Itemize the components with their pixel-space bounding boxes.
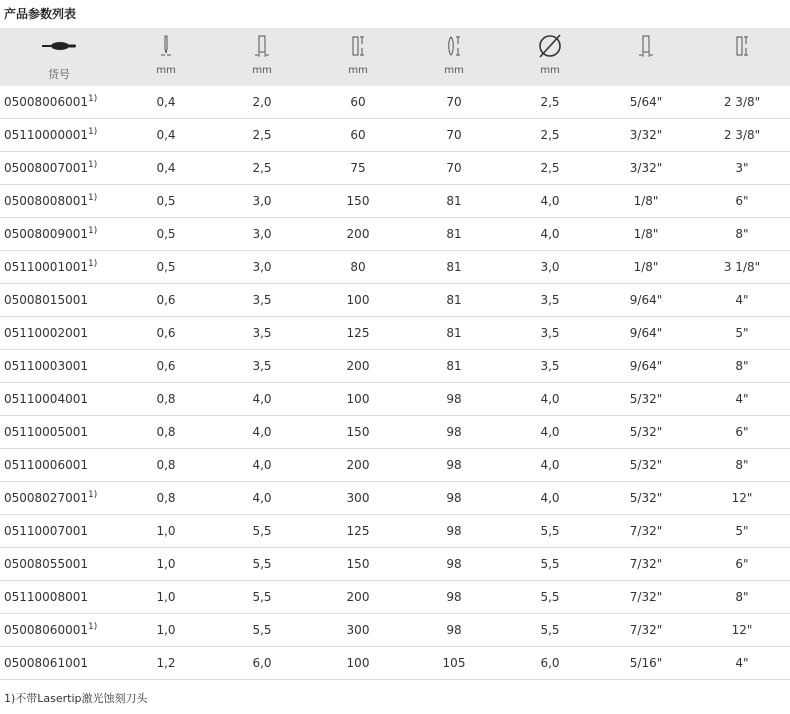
table-row [0, 86, 790, 119]
table-row [0, 548, 790, 581]
value-cell: 2,0 [214, 86, 310, 119]
value-cell: 70 [406, 86, 502, 119]
product-code: 05008008001 [4, 194, 88, 208]
product-code: 05110005001 [4, 425, 88, 439]
header-unit: mm [252, 65, 272, 76]
value-cell: 7/32" [598, 614, 694, 647]
footnote-marker: 1) [87, 160, 98, 170]
product-code-cell [0, 581, 118, 614]
value-cell: 200 [310, 449, 406, 482]
product-code-cell [0, 614, 118, 647]
value-cell: 0,5 [118, 185, 214, 218]
product-code: 05110008001 [4, 590, 88, 604]
value-cell: 7/32" [598, 548, 694, 581]
value-cell: 5/16" [598, 647, 694, 680]
value-cell: 81 [406, 185, 502, 218]
value-cell: 4" [694, 383, 790, 416]
footnote-marker: 1) [87, 490, 98, 500]
value-cell: 2 3/8" [694, 119, 790, 152]
value-cell: 5,5 [502, 548, 598, 581]
value-cell: 98 [406, 449, 502, 482]
value-cell: 9/64" [598, 317, 694, 350]
value-cell: 5,5 [502, 581, 598, 614]
value-cell: 8" [694, 350, 790, 383]
value-cell: 4,0 [502, 383, 598, 416]
product-code: 05008027001 [4, 491, 88, 505]
value-cell: 3/32" [598, 119, 694, 152]
header-unit: mm [444, 65, 464, 76]
screwdriver-icon [0, 34, 118, 58]
value-cell: 200 [310, 581, 406, 614]
handle-length-icon [406, 34, 502, 58]
product-code-cell [0, 284, 118, 317]
value-cell: 81 [406, 251, 502, 284]
value-cell: 2,5 [214, 119, 310, 152]
value-cell: 1,0 [118, 548, 214, 581]
value-cell: 81 [406, 317, 502, 350]
value-cell: 98 [406, 515, 502, 548]
value-cell: 7/32" [598, 581, 694, 614]
value-cell: 150 [310, 185, 406, 218]
value-cell: 12" [694, 482, 790, 515]
value-cell: 3,5 [502, 284, 598, 317]
table-header-row [0, 28, 790, 86]
value-cell: 6" [694, 416, 790, 449]
value-cell: 98 [406, 482, 502, 515]
value-cell: 3/32" [598, 152, 694, 185]
value-cell: 5/32" [598, 383, 694, 416]
header-diameter [502, 28, 598, 86]
blade-width-icon [214, 34, 310, 58]
header-blade-width-inch [598, 28, 694, 86]
table-row [0, 416, 790, 449]
value-cell: 0,4 [118, 86, 214, 119]
diameter-icon [502, 34, 598, 58]
value-cell: 2,5 [214, 152, 310, 185]
value-cell: 5" [694, 515, 790, 548]
table-row [0, 350, 790, 383]
value-cell: 3,5 [214, 317, 310, 350]
value-cell: 98 [406, 416, 502, 449]
value-cell: 3,0 [214, 185, 310, 218]
product-code-cell [0, 317, 118, 350]
parameter-table [0, 28, 790, 680]
value-cell: 4,0 [214, 416, 310, 449]
product-code-cell [0, 482, 118, 515]
value-cell: 0,6 [118, 284, 214, 317]
value-cell: 105 [406, 647, 502, 680]
value-cell: 1,0 [118, 581, 214, 614]
value-cell: 8" [694, 581, 790, 614]
value-cell: 0,6 [118, 350, 214, 383]
value-cell: 4" [694, 284, 790, 317]
value-cell: 2 3/8" [694, 86, 790, 119]
product-code-cell [0, 152, 118, 185]
table-body [0, 86, 790, 680]
value-cell: 8" [694, 449, 790, 482]
value-cell: 0,8 [118, 449, 214, 482]
product-code: 05110002001 [4, 326, 88, 340]
header-unit: mm [156, 65, 176, 76]
footnote-marker: 1) [87, 94, 98, 104]
product-code: 05110006001 [4, 458, 88, 472]
product-code-cell [0, 383, 118, 416]
value-cell: 98 [406, 383, 502, 416]
value-cell: 75 [310, 152, 406, 185]
value-cell: 12" [694, 614, 790, 647]
value-cell: 81 [406, 284, 502, 317]
footnote-marker: 1) [87, 226, 98, 236]
value-cell: 100 [310, 383, 406, 416]
value-cell: 5" [694, 317, 790, 350]
table-row [0, 284, 790, 317]
product-code: 05008009001 [4, 227, 88, 241]
value-cell: 5,5 [214, 548, 310, 581]
value-cell: 9/64" [598, 350, 694, 383]
value-cell: 150 [310, 548, 406, 581]
value-cell: 1/8" [598, 251, 694, 284]
product-code-cell [0, 86, 118, 119]
product-code: 05110001001 [4, 260, 88, 274]
value-cell: 5/64" [598, 86, 694, 119]
product-code: 05008061001 [4, 656, 88, 670]
value-cell: 1,0 [118, 515, 214, 548]
product-code-cell [0, 416, 118, 449]
table-row [0, 383, 790, 416]
product-code-cell [0, 251, 118, 284]
value-cell: 3,5 [214, 350, 310, 383]
value-cell: 150 [310, 416, 406, 449]
value-cell: 6,0 [214, 647, 310, 680]
blade-length-inch-icon [694, 34, 790, 58]
value-cell: 3" [694, 152, 790, 185]
value-cell: 4,0 [502, 185, 598, 218]
header-unit: mm [348, 65, 368, 76]
value-cell: 5,5 [502, 614, 598, 647]
value-cell: 2,5 [502, 119, 598, 152]
table-row [0, 317, 790, 350]
product-code: 05110004001 [4, 392, 88, 406]
header-code-label: 货号 [48, 68, 70, 81]
value-cell: 6,0 [502, 647, 598, 680]
page-title: 产品参数列表 [4, 7, 77, 21]
product-code: 05008015001 [4, 293, 88, 307]
product-code: 05110000001 [4, 128, 88, 142]
value-cell: 300 [310, 614, 406, 647]
value-cell: 4,0 [214, 449, 310, 482]
header-blade-length [310, 28, 406, 86]
value-cell: 81 [406, 218, 502, 251]
value-cell: 2,5 [502, 86, 598, 119]
value-cell: 5/32" [598, 449, 694, 482]
value-cell: 5/32" [598, 416, 694, 449]
value-cell: 0,5 [118, 251, 214, 284]
header-blade-width [214, 28, 310, 86]
blade-thickness-icon [118, 34, 214, 58]
value-cell: 0,4 [118, 152, 214, 185]
header-blade-thickness [118, 28, 214, 86]
value-cell: 4,0 [502, 416, 598, 449]
value-cell: 0,5 [118, 218, 214, 251]
footnote-marker: 1) [87, 127, 98, 137]
value-cell: 3,0 [502, 251, 598, 284]
value-cell: 3,5 [502, 317, 598, 350]
product-code-cell [0, 548, 118, 581]
table-row [0, 647, 790, 680]
product-code-cell [0, 185, 118, 218]
value-cell: 0,8 [118, 383, 214, 416]
header-unit: mm [540, 65, 560, 76]
value-cell: 3,5 [502, 350, 598, 383]
value-cell: 100 [310, 284, 406, 317]
value-cell: 5/32" [598, 482, 694, 515]
value-cell: 5,5 [214, 515, 310, 548]
table-row [0, 482, 790, 515]
value-cell: 1/8" [598, 218, 694, 251]
product-code-cell [0, 350, 118, 383]
value-cell: 4,0 [502, 482, 598, 515]
footnote: 1)不带Lasertip激光蚀刻刀头 [4, 692, 148, 705]
product-code: 05110007001 [4, 524, 88, 538]
value-cell: 4,0 [502, 449, 598, 482]
product-code-cell [0, 218, 118, 251]
table-row [0, 449, 790, 482]
product-code: 05110003001 [4, 359, 88, 373]
product-code: 05008006001 [4, 95, 88, 109]
value-cell: 8" [694, 218, 790, 251]
value-cell: 0,8 [118, 416, 214, 449]
value-cell: 125 [310, 317, 406, 350]
value-cell: 70 [406, 152, 502, 185]
table-row [0, 251, 790, 284]
value-cell: 60 [310, 86, 406, 119]
table-row [0, 581, 790, 614]
value-cell: 60 [310, 119, 406, 152]
value-cell: 0,6 [118, 317, 214, 350]
value-cell: 4" [694, 647, 790, 680]
table-row [0, 152, 790, 185]
value-cell: 3,5 [214, 284, 310, 317]
value-cell: 1,0 [118, 614, 214, 647]
value-cell: 3 1/8" [694, 251, 790, 284]
value-cell: 5,5 [502, 515, 598, 548]
table-row [0, 119, 790, 152]
value-cell: 5,5 [214, 581, 310, 614]
table-row [0, 614, 790, 647]
value-cell: 100 [310, 647, 406, 680]
value-cell: 7/32" [598, 515, 694, 548]
value-cell: 70 [406, 119, 502, 152]
footnote-marker: 1) [87, 193, 98, 203]
header-handle-length [406, 28, 502, 86]
value-cell: 3,0 [214, 218, 310, 251]
value-cell: 200 [310, 218, 406, 251]
value-cell: 0,8 [118, 482, 214, 515]
value-cell: 4,0 [214, 482, 310, 515]
value-cell: 4,0 [214, 383, 310, 416]
footnote-marker: 1) [87, 622, 98, 632]
product-code-cell [0, 647, 118, 680]
table-row [0, 515, 790, 548]
value-cell: 3,0 [214, 251, 310, 284]
product-code-cell [0, 449, 118, 482]
value-cell: 4,0 [502, 218, 598, 251]
value-cell: 81 [406, 350, 502, 383]
value-cell: 5,5 [214, 614, 310, 647]
product-code: 05008055001 [4, 557, 88, 571]
table-row [0, 185, 790, 218]
value-cell: 98 [406, 581, 502, 614]
value-cell: 300 [310, 482, 406, 515]
value-cell: 6" [694, 548, 790, 581]
value-cell: 80 [310, 251, 406, 284]
blade-length-icon [310, 34, 406, 58]
value-cell: 1/8" [598, 185, 694, 218]
value-cell: 98 [406, 548, 502, 581]
value-cell: 125 [310, 515, 406, 548]
value-cell: 6" [694, 185, 790, 218]
value-cell: 200 [310, 350, 406, 383]
product-code: 05008007001 [4, 161, 88, 175]
blade-width-inch-icon [598, 34, 694, 58]
table-row [0, 218, 790, 251]
product-code: 05008060001 [4, 623, 88, 637]
value-cell: 1,2 [118, 647, 214, 680]
product-code-cell [0, 119, 118, 152]
header-code [0, 28, 118, 86]
value-cell: 98 [406, 614, 502, 647]
value-cell: 2,5 [502, 152, 598, 185]
footnote-marker: 1) [87, 259, 98, 269]
value-cell: 9/64" [598, 284, 694, 317]
value-cell: 0,4 [118, 119, 214, 152]
header-blade-length-inch [694, 28, 790, 86]
product-code-cell [0, 515, 118, 548]
